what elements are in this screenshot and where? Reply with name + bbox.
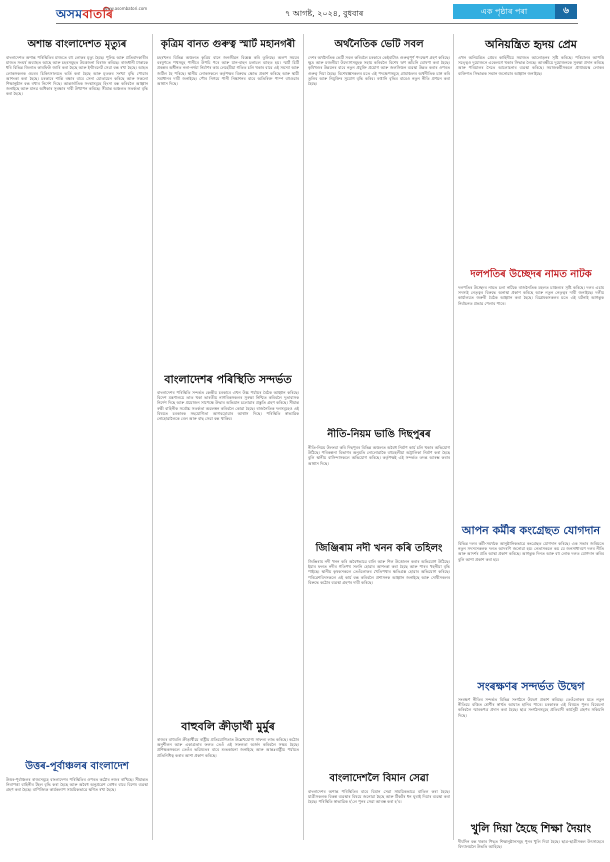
article-bahubali: [157, 720, 299, 859]
headline[interactable]: কৃত্ৰিম বানত গুৰুত্ব স্মাৰ্ট মহানগৰী: [160, 39, 296, 50]
article-kritrim: [157, 38, 299, 361]
article-ashanta: [6, 38, 148, 761]
headline[interactable]: বাংলাদেশলৈ বিমান সেৱা: [329, 773, 429, 784]
article-body: জিঞ্জিৰাম নদী খনন কৰি অবৈধভাৱে বালি আৰু শিল উত্তোলন কৰাৰ অভিযোগ উঠিছে। ইয়াৰ ফলত নদীৰ গতিপথ সলনি হোৱাৰ আশংকা কৰা হৈছে আৰু পাৰৰ খহনীয়া বৃদ্ধি পাইছে। স্থানীয় কৃষকসকলে তেওঁলোকৰ খেতিপথাৰ ক্ষতিগ্ৰস্ত হোৱাৰ অভিযোগ কৰিছে। পৰিৱেশবিদসকলে এই কাৰ্য বন্ধ কৰিবলৈ প্ৰশাসনক আহ্বান জনাইছে আৰু দোষীসকলৰ বিৰুদ্ধে কঠোৰ ব্যৱস্থা গ্ৰহণৰ দাবী কৰিছে।: [308, 559, 450, 585]
headline[interactable]: খুলি দিয়া হৈছে শিক্ষা দৈয়াং: [470, 822, 592, 835]
masthead: [0, 0, 610, 28]
article-jinjiram: [308, 542, 450, 773]
article-body: ৰাজ্যৰ বাহুবলি ক্ৰীড়াৰ্থীয়ে ৰাষ্ট্ৰীয় প্ৰতিযোগিতাত উল্লেখযোগ্য সাফল্য লাভ কৰিছে। কঠোৰ অনুশীলন আৰু একাগ্ৰতাৰ ফলত তেওঁ এই সফলতা অৰ্জন কৰিবলৈ সক্ষম হৈছে। প্ৰশিক্ষকসকলে তেওঁৰ ভৱিষ্যতৰ বাবে শুভকামনা জনাইছে আৰু আন্তঃৰাষ্ট্ৰীয় পৰ্যায়ত প্ৰতিনিধিত্ব কৰাৰ আশা প্ৰকাশ কৰিছে।: [157, 737, 299, 758]
headline[interactable]: বাহুবলি ক্ৰীড়াৰ্থী মুৰ্মুৰ: [181, 720, 275, 733]
headline[interactable]: অশান্ত বাংলাদেশত মৃত্যুৰ: [27, 39, 127, 50]
article-apon: [458, 524, 604, 679]
article-niti: [308, 428, 450, 543]
article-body: দলপতিৰ উচ্ছেদৰ নামত চলা নাটকে ৰাজনৈতিক মহলত চাঞ্চল্যৰ সৃষ্টি কৰিছে। দলৰ এচাম সদস্যই নেতৃত্বৰ বিৰুদ্ধে অনাস্থা প্ৰকাশ কৰিছে আৰু নতুন নেতৃত্বৰ দাবী জনাইছে। দলীয় কাৰ্যালয়ত জৰুৰী বৈঠক আহ্বান কৰা হৈছে। বিশ্লেষকসকলৰ মতে এই ঘটনাই আগন্তুক নিৰ্বাচনত প্ৰভাৱ পেলাব পাৰে।: [458, 285, 604, 306]
article-uttar: [6, 760, 148, 859]
article-body: দীৰ্ঘদিন বন্ধ থকাৰ পিছত শিক্ষানুষ্ঠানসমূহ পুনৰ খুলি দিয়া হৈছে। ছাত্ৰ-ছাত্ৰীসকল উৎসাহেৰে বিদ্যালয়লৈ উভতি আহিছে।: [458, 839, 604, 850]
article-sanrakshan: [458, 680, 604, 829]
headline[interactable]: অৰ্থনৈতিক ভেটি সবল: [334, 39, 424, 50]
article-body: নীতি-নিয়ম উলংঘা কৰি দিছপুৰৰ বিভিন্ন অঞ্চলত অবৈধ নিৰ্মাণ কাৰ্য চলি থকাৰ অভিযোগ উঠিছে। পৰিকল্পনা বিভাগৰ অনুমতি নোলোৱাকৈ বহুমহলীয়া অট্টালিকা নিৰ্মাণ কৰা হৈছে বুলি স্থানীয় বাসিন্দাসকলে অভিযোগ কৰিছে। কৰ্তৃপক্ষই এই সন্দৰ্ভত তদন্ত আৰম্ভ কৰাৰ আশ্বাস দিছে।: [308, 445, 450, 466]
article-body: বিভিন্ন দলৰ কৰ্মী-সমৰ্থকে আনুষ্ঠানিকভাৱে কংগ্ৰেছত যোগদান কৰিছে। এক সভাৰ জৰিয়তে নতুন সদস্যসকলক দলত আদৰণি জনোৱা হয়। নেতাসকলে কয় যে জনসাধাৰণে দলৰ নীতি আৰু আদৰ্শৰ প্ৰতি আস্থা প্ৰকাশ কৰিছে। আগন্তুক দিনত আৰু বহু লোক দলত যোগদান কৰিব বুলি আশা প্ৰকাশ কৰা হয়।: [458, 541, 604, 562]
masthead-rule: [56, 23, 578, 24]
article-aniyantrit: [458, 38, 604, 263]
article-body: বাংলাদেশৰ অশান্ত পৰিস্থিতিৰ বাবে বিমান সেৱা সাময়িকভাৱে বাতিল কৰা হৈছে। যাত্ৰীসকলক বিকল্প ব্যৱস্থাৰ বিষয়ে জনোৱা হৈছে আৰু টিকটৰ ধন ঘূৰাই দিয়াৰ ব্যৱস্থা কৰা হৈছে। পৰিস্থিতি স্বাভাৱিক হ'লে পুনৰ সেৱা আৰম্ভ কৰা হ'ব।: [308, 789, 450, 805]
article-bangla-parishthiti: [157, 373, 299, 720]
headline[interactable]: জিঞ্জিৰাম নদী খনন কৰি তহিলং: [315, 543, 443, 554]
headline[interactable]: বাংলাদেশৰ পৰিস্থিতি সন্দৰ্ভত: [164, 373, 292, 386]
page-number: ৬: [555, 4, 577, 19]
headline[interactable]: দলপতিৰ উচ্ছেদৰ নামত নাটক: [470, 269, 592, 280]
article-body: সংৰক্ষণ নীতিৰ সন্দৰ্ভত বিভিন্ন সংগঠনে উদ্বেগ প্ৰকাশ কৰিছে। তেওঁলোকৰ মতে নতুন নীতিয়ে বঞ্চিত শ্ৰেণীৰ স্বাৰ্থত আঘাত হানিব পাৰে। চৰকাৰক এই বিষয়ত পুনৰ বিবেচনা কৰিবলৈ স্মাৰকপত্ৰ প্ৰদান কৰা হৈছে। ছাত্ৰ সংগঠনসমূহে প্ৰতিবাদী কাৰ্যসূচী গ্ৰহণৰ সকিয়নি দিছে।: [458, 697, 604, 718]
article-body: এখন অনিয়ন্ত্ৰিত প্ৰেমৰ কাহিনীয়ে সমাজত আলোড়নৰ সৃষ্টি কৰিছে। পৰিয়ালৰ আপত্তি সত্ত্বেও দুয়োজনে একেলগে থকাৰ সিদ্ধান্ত লৈছে। আৰক্ষীয়ে দুয়োজনকে সুৰক্ষা প্ৰদান কৰিছে আৰু পৰিয়ালৰ সৈতে আলোচনাৰ ব্যৱস্থা কৰিছে। সমাজকৰ্মীসকলে প্ৰাপ্তবয়স্ক লোকৰ ব্যক্তিগত সিদ্ধান্তক সন্মান জনোৱাৰ আহ্বান জনাইছে।: [458, 55, 604, 76]
issue-date: ৭ আগষ্ট, ২০২৪, বুধবাৰ: [285, 9, 364, 18]
article-dalpatir: [458, 268, 604, 521]
headline[interactable]: নীতি-নিয়ম ভাঙি দিছপুৰৰ: [327, 429, 431, 440]
headline[interactable]: অনিয়ন্ত্ৰিত হৃদয় প্ৰেম: [485, 38, 577, 51]
article-bimana: [308, 772, 450, 859]
headline[interactable]: আপন কৰ্মীৰ কংগ্ৰেছত যোগদান: [461, 524, 601, 537]
logo-text-a: অসম: [56, 7, 83, 21]
logo-text-b: বাতৰি: [82, 7, 114, 21]
article-body: চহৰখনৰ বিভিন্ন অঞ্চলত কৃত্ৰিম বানে জনজীৱন বিধ্বস্ত কৰি তুলিছে। অলপ সময়ৰ বৰষুণতে পথসমূহ পানীৰে উপচি পৰে আৰু যান-বাহন চলাচল ব্যাহত হয়। স্মাৰ্ট চিটি প্ৰকল্পৰ অধীনত নলা-নৰ্দমা নিৰ্মাণৰ কাম লেহেমীয়া গতিত চলি থকাৰ বাবে এই সমস্যা আৰু জটিল হৈ পৰিছে। স্থানীয় লোকসকলে কৰ্তৃপক্ষৰ বিৰুদ্ধে ক্ষোভ প্ৰকাশ কৰিছে আৰু স্থায়ী সমাধানৰ দাবী জনাইছে। পৌৰ নিগমে পানী নিষ্কাশনৰ বাবে অতিৰিক্ত পাম্প বহুওৱাৰ আশ্বাস দিছে।: [157, 55, 299, 87]
column-divider: [303, 34, 304, 840]
article-body: উত্তৰ-পূৰ্বাঞ্চলৰ ৰাজ্যসমূহে বাংলাদেশৰ পৰিস্থিতিৰ ওপৰত কঠোৰ নজৰ ৰাখিছে। সীমান্তত নিৰাপত্তা বাহিনীৰ টহল বৃদ্ধি কৰা হৈছে আৰু অবৈধ অনুপ্ৰৱেশ ৰোধৰ বাবে বিশেষ ব্যৱস্থা গ্ৰহণ কৰা হৈছে। বাণিজ্যিক কাৰ্যকলাপ সাময়িকভাৱে স্থগিত ৰখা হৈছে।: [6, 777, 148, 793]
headline[interactable]: উত্তৰ-পূৰ্বাঞ্চলৰ বাংলাদেশ: [25, 761, 129, 772]
headline[interactable]: সংৰক্ষণৰ সন্দৰ্ভত উদ্বেগ: [477, 680, 585, 693]
article-body: বাংলাদেশৰ পৰিস্থিতি সন্দৰ্ভত কেন্দ্ৰীয় চৰকাৰে এখন উচ্চ পৰ্যায়ৰ বৈঠক আহ্বান কৰিছে। বিদেশ মন্ত্ৰণালয়ে তাত থকা ভাৰতীয় নাগৰিকসকলৰ সুৰক্ষা নিশ্চিত কৰিবলৈ দূতাবাসক নিৰ্দেশ দিছে আৰু প্ৰয়োজন সাপেক্ষে উদ্ধাৰ অভিযান চলোৱাৰ প্ৰস্তুতি গ্ৰহণ কৰিছে। সীমান্ত ৰক্ষী বাহিনীক সৰ্বোচ্চ সতৰ্কতা অৱলম্বন কৰিবলৈ কোৱা হৈছে। ৰাজনৈতিক দলসমূহেও এই বিষয়ত চৰকাৰক সহযোগিতা আগবঢ়োৱাৰ আশ্বাস দিছে। পৰিস্থিতি স্বাভাৱিক নোহোৱালৈকে ৰেল আৰু বাছ সেৱা বন্ধ থাকিব।: [157, 390, 299, 422]
column-divider: [453, 34, 454, 840]
article-body: দেশৰ অৰ্থনৈতিক ভেটি সবল কৰিবলৈ চৰকাৰে কেইবাটাও গুৰুত্বপূৰ্ণ পদক্ষেপ গ্ৰহণ কৰিছে। ক্ষুদ্ৰ আৰু মজলীয়া উদ্যোগসমূহক সহায় কৰিবলৈ বিশেষ ঋণ আঁচনি ঘোষণা কৰা হৈছে। কৃষিখণ্ডৰ উন্নয়নৰ বাবে নতুন প্ৰযুক্তি প্ৰয়োগ আৰু জলসিঞ্চন ব্যৱস্থা উন্নত কৰাৰ ওপৰত গুৰুত্ব দিয়া হৈছে। বিশেষজ্ঞসকলৰ মতে এই পদক্ষেপসমূহে গ্ৰামাঞ্চলৰ অৰ্থনীতিক চাঙ্গ কৰি তুলিব আৰু নিযুক্তিৰ সুযোগ বৃদ্ধি কৰিব। ৰপ্তানি বৃদ্ধিৰ বাবেও নতুন নীতি প্ৰণয়ন কৰা হৈছে।: [308, 55, 450, 87]
column-divider: [152, 34, 153, 840]
article-arthaniti: [308, 38, 450, 422]
section-label: এক পৃষ্ঠাৰ পৰা: [453, 4, 555, 19]
website-url[interactable]: www.asombatori.com: [104, 6, 148, 11]
article-body: বাংলাদেশত অশান্ত পৰিস্থিতিৰ মাজতে বহু লোকৰ মৃত্যু হৈছে। পুলিচ আৰু প্ৰতিবাদকাৰীৰ মাজত সংঘৰ্ষ অব্যাহত আছে আৰু চহৰসমূহত উত্তেজনা বিৰাজ কৰিছে। ৰাজধানী ঢাকাকে ধৰি বিভিন্ন জিলাত কাৰফিউ জাৰি কৰা হৈছে আৰু ইণ্টাৰনেট সেৱা বন্ধ ৰখা হৈছে। আহত লোকসকলক ওচৰৰ চিকিৎসালয়ত ভৰ্তি কৰা হৈছে আৰু মৃতকৰ সংখ্যা বৃদ্ধি পোৱাৰ আশংকা কৰা হৈছে। চৰকাৰে শান্তি ৰক্ষাৰ বাবে সেনা মোতায়েন কৰিছে আৰু সকলো শিক্ষানুষ্ঠান বন্ধ ৰখাৰ নিৰ্দেশ দিছে। আন্তৰ্জাতিক সংস্থাসমূহে হিংসা বন্ধ কৰিবলৈ আহ্বান জনাইছে আৰু মানৱ অধিকাৰ সুৰক্ষাৰ দাবী উত্থাপন কৰিছে। সীমান্ত অঞ্চলত সতৰ্কতা বৃদ্ধি কৰা হৈছে।: [6, 55, 148, 97]
article-khuli: [458, 822, 604, 857]
